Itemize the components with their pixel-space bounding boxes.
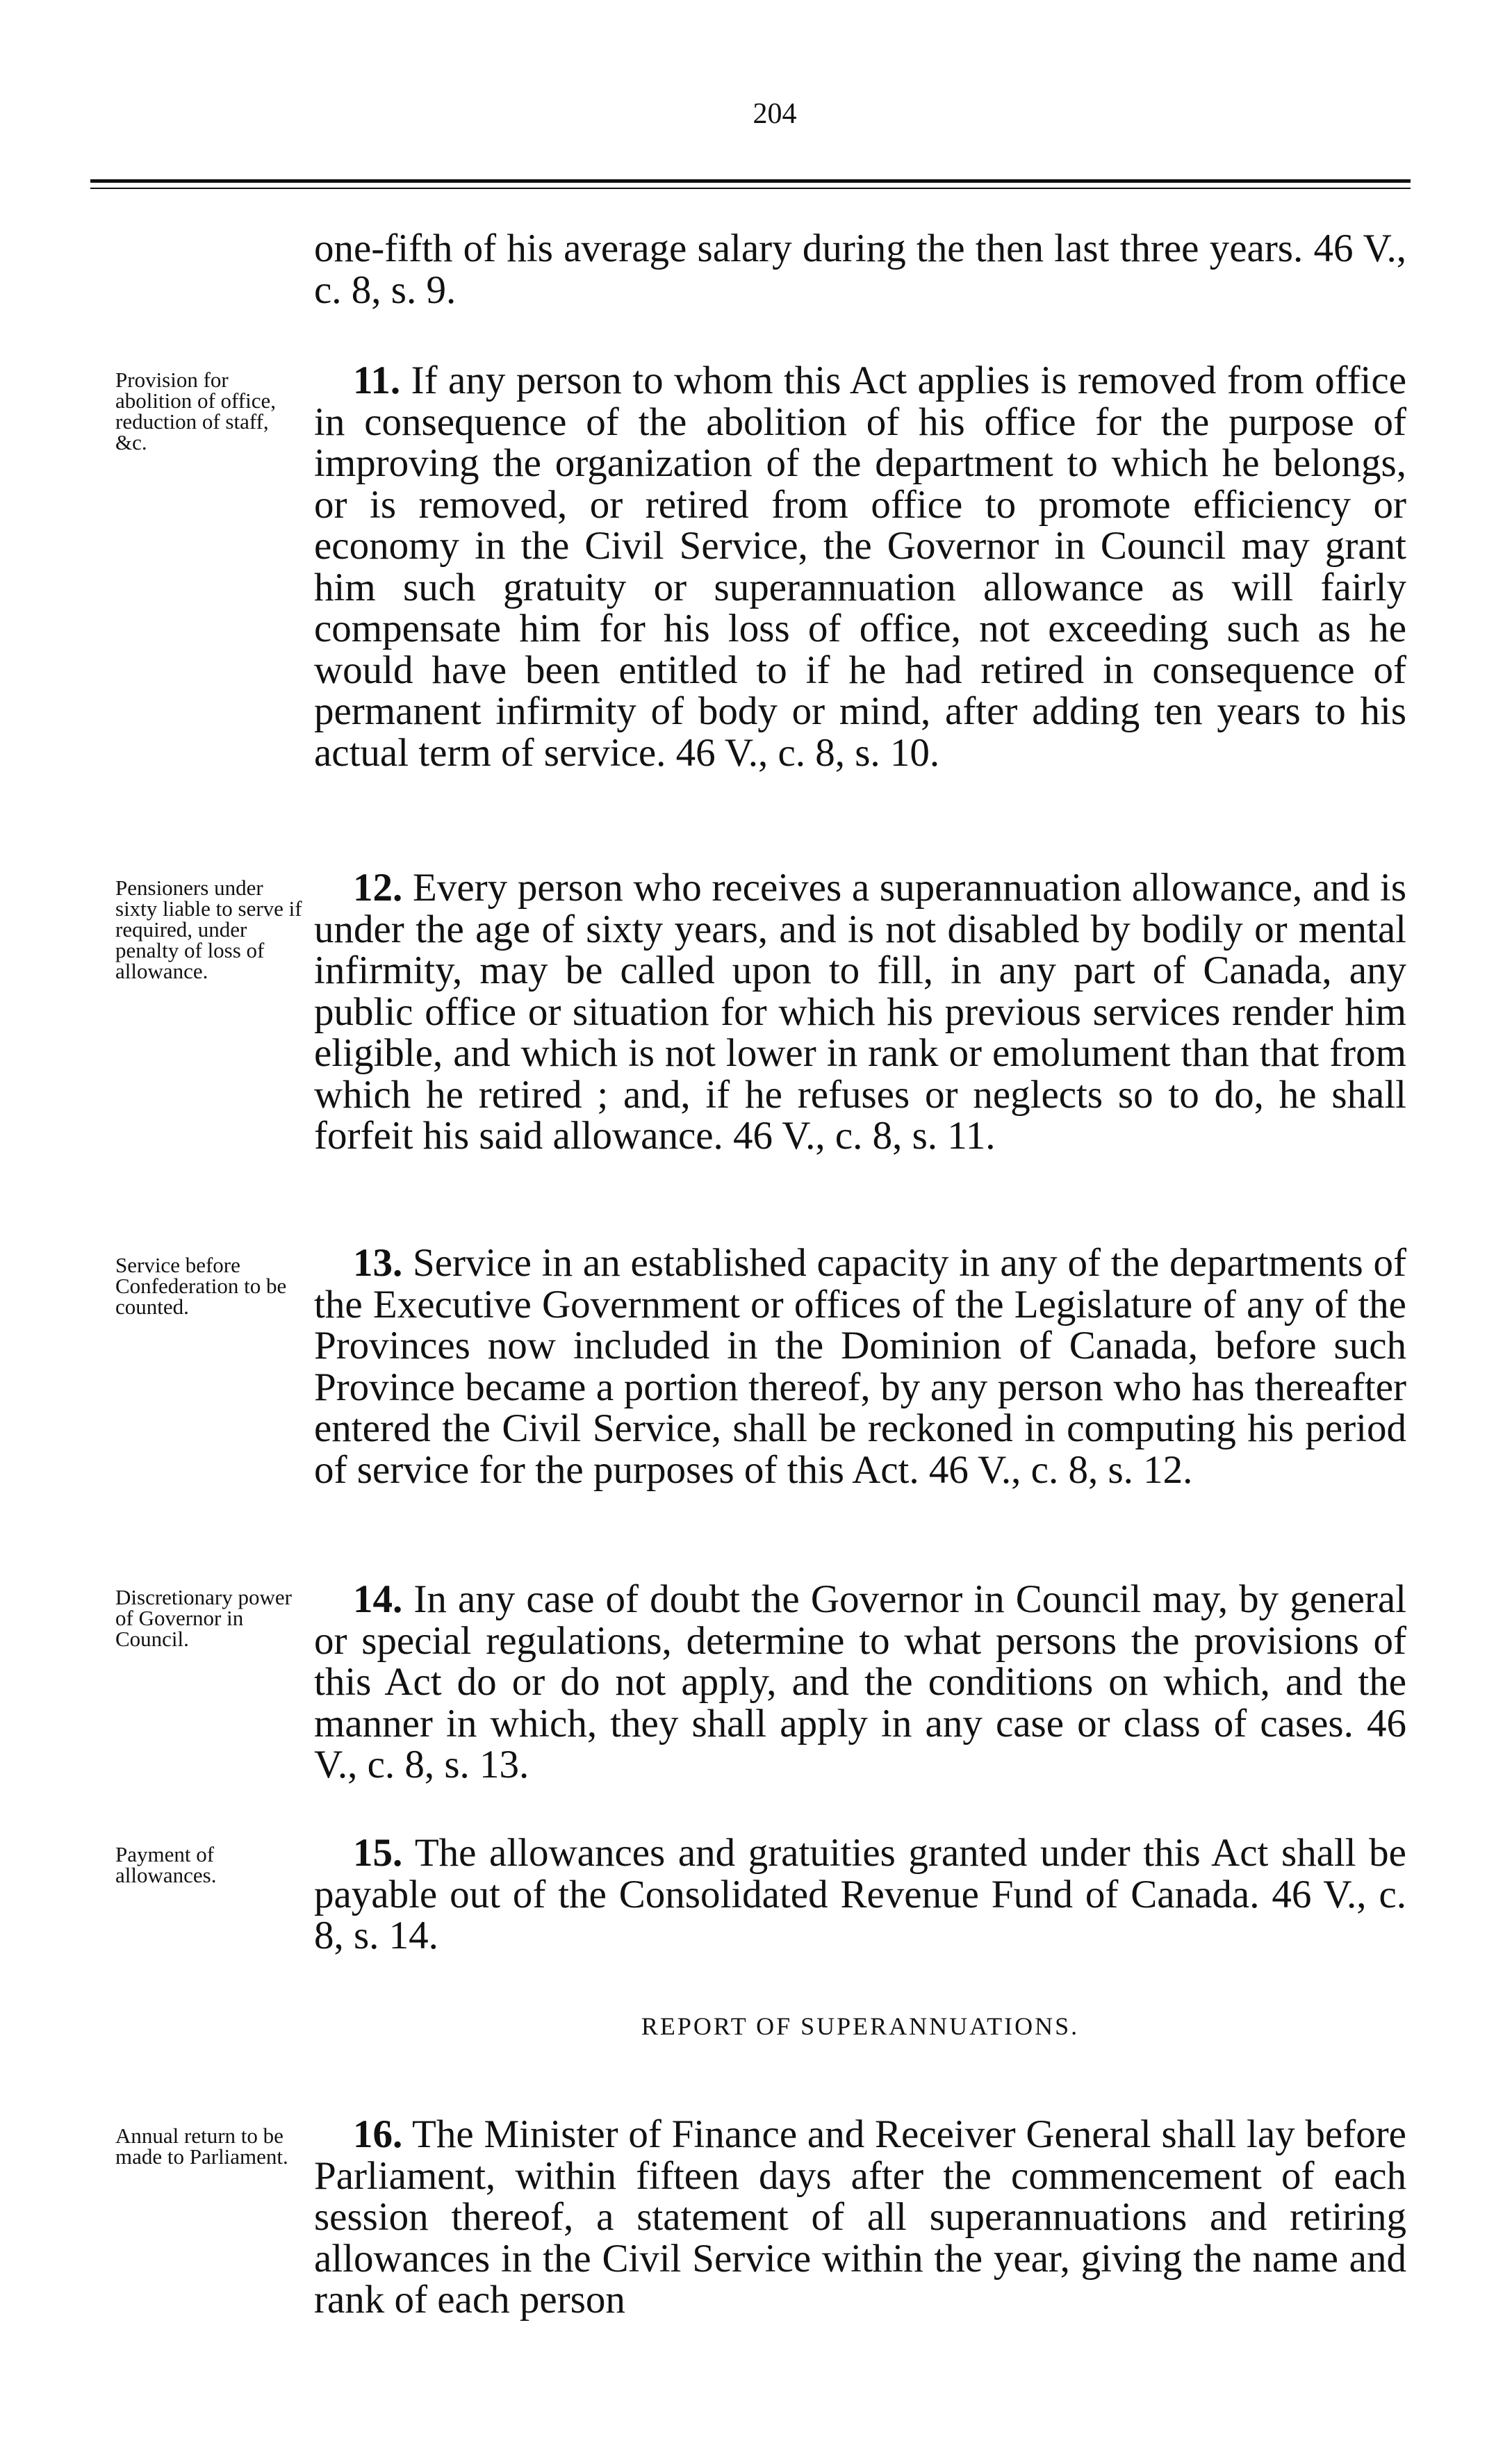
section-text: The Minister of Finance and Receiver General shall lay before Parliament, within fifteen days after the commencement of each session thereof, a statement of all superannuations and retiring allowances in the Civil Service within the year, giving the name and rank of each person [314, 2112, 1406, 2322]
sidenote-section-15: Payment of allowances. [115, 1842, 217, 1887]
continuation-paragraph: one-fifth of his average salary during the then last three years. 46 V., c. 8, s. 9. [314, 227, 1406, 312]
section-text: In any case of doubt the Governor in Council may, by general or special regulations, determine to what persons the provisions of this Act do or do not apply, and the conditions on which, and the manner in which, they shall apply in any case or class of cases. 46 V., c. 8, s. 13. [314, 1577, 1407, 1786]
section-number: 13. [353, 1241, 403, 1285]
section-text: The allowances and gratuities granted under this Act shall be payable out of the Consolidated Revenue Fund of Canada. 46 V., c. 8, s. 14. [314, 1831, 1406, 1957]
section-number: 11. [353, 359, 401, 402]
sidenote-section-12: Pensioners under sixty liable to serve if required, under penalty of loss of allowance. [115, 876, 302, 983]
sidenote-section-14: Discretionary power of Governor in Council. [115, 1585, 292, 1651]
section-text: Service in an established capacity in any of the departments of the Executive Government or offices of the Legislature of any of the Provinces now included in the Dominion of Canada, before such Province became a portion thereof, by any person who has thereafter entered the Civil Service, shall be reckoned in computing his period of service for the purposes of this Act. 46 V., c. 8, s. 12. [314, 1241, 1407, 1492]
section-14 [314, 1579, 1406, 1786]
section-heading: REPORT OF SUPERANNUATIONS. [641, 2012, 1080, 2040]
section-text: Every person who receives a superannuation allowance, and is under the age of sixty years, and is not disabled by bodily or mental infirmity, may be called upon to fill, in any part of Canada, any public office or situation for which his previous services render him eligible, and which is not lower in rank or emolument than that from which he retired ; and, if he refuses or neglects so to do, he shall forfeit his said allowance. 46 V., c. 8, s. 11. [314, 866, 1407, 1158]
section-16 [314, 2114, 1406, 2321]
section-text: If any person to whom this Act applies is removed from office in consequence of the abolition of his office for the purpose of improving the organization of the department to which he belongs, or is removed, or retired from office to promote efficiency or economy in the Civil Service, the Governor in Council may grant him such gratuity or superannuation allowance as will fairly compensate him for his loss of office, not exceeding such as he would have been entitled to if he had retired in consequence of permanent infirmity of body or mind, after adding ten years to his actual term of service. 46 V., c. 8, s. 10. [314, 359, 1406, 775]
section-number: 15. [353, 1831, 403, 1875]
section-11 [314, 360, 1406, 773]
page-number: 204 [753, 98, 797, 130]
header-rule-thick [90, 179, 1411, 183]
section-number: 14. [353, 1577, 403, 1621]
section-15 [314, 1832, 1406, 1957]
section-number: 16. [353, 2112, 403, 2156]
header-rule-thin [90, 188, 1411, 189]
sidenote-section-11: Provision for abolition of office, reduction of staff, &c. [115, 368, 277, 454]
section-13 [314, 1242, 1406, 1490]
sidenote-section-16: Annual return to be made to Parliament. [115, 2123, 288, 2169]
section-number: 12. [353, 866, 403, 910]
section-12 [314, 867, 1406, 1157]
sidenote-section-13: Service before Confederation to be counted. [115, 1253, 287, 1319]
